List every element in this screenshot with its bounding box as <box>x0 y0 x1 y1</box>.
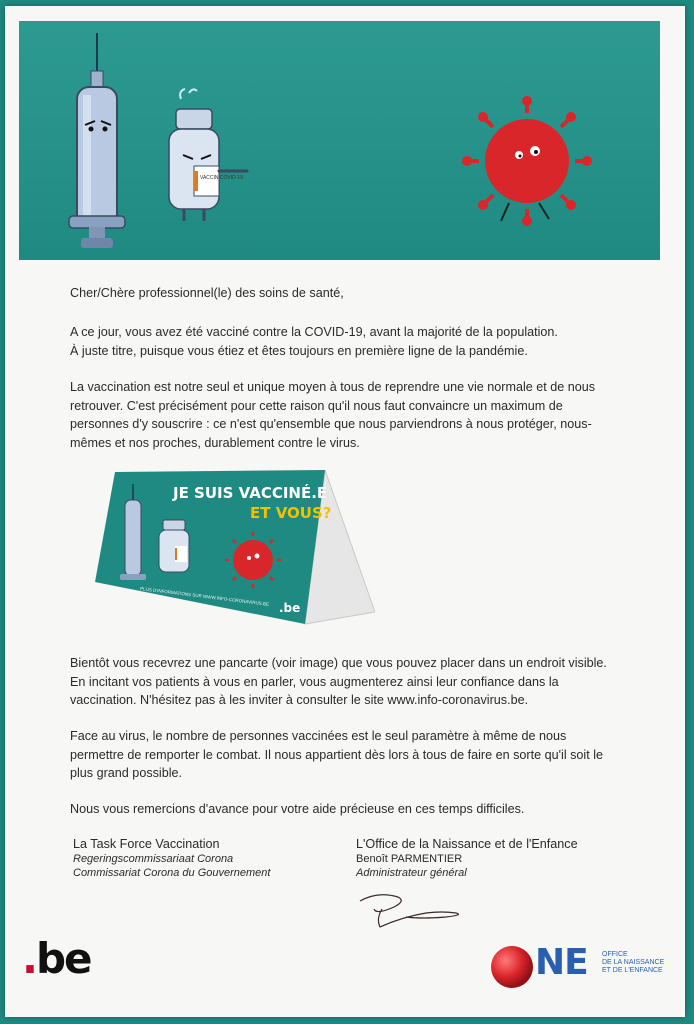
signature-right-name: Benoît PARMENTIER <box>356 853 463 865</box>
signature-right <box>356 836 578 880</box>
paragraph-2-text: La vaccination est notre seul et unique moyen à tous de reprendre une vie normale et de nous retrouver. C'est précisément pour cette raison qu'il nous faut convaincre un maximum de personnes d'y souscrire : ce n'est qu'ensemble que nous parviendrons à nous protéger, nous-mêmes et nos proches, durablement contre le virus. <box>70 380 596 450</box>
tent-footer-url: PLUS D'INFORMATIONS SUR WWW.INFO-CORONAVIRUS.BE <box>139 586 270 607</box>
vial-icon <box>169 89 247 221</box>
paragraph-1-line-1: A ce jour, vous avez été vacciné contre la COVID-19, avant la majorité de la population. <box>70 325 558 339</box>
one-logo-ball-icon <box>489 944 535 990</box>
tent-headline-1: JE SUIS VACCINÉ.E <box>173 484 328 502</box>
paragraph-1-line-2: À juste titre, puisque vous étiez et êtes toujours en première ligne de la pandémie. <box>70 343 528 358</box>
signature-right-org: L'Office de la Naissance et de l'Enfance <box>356 837 578 851</box>
be-logo <box>22 934 91 983</box>
signature-left <box>73 836 270 880</box>
paragraph-3-text: Bientôt vous recevrez une pancarte (voir image) que vous pouvez placer dans un endroit visible. En incitant vos patients à vous en parler, vous augmenterez ainsi leur confiance dans la vaccination. N'hésitez pas à les inviter à consulter le site www.info-coronavirus.be. <box>70 656 607 707</box>
paragraph-4-text: Face au virus, le nombre de personnes vaccinées est le seul paramètre à même de nous permettre de remporter le combat. Il nous appartient dès lors à tous de faire en sorte qu'il soit le plus grand possible. <box>70 729 604 780</box>
virus-icon <box>462 96 592 226</box>
handwritten-signature <box>354 885 484 935</box>
paragraph-4 <box>70 727 610 783</box>
salutation <box>70 284 610 303</box>
paragraph-5 <box>70 800 610 819</box>
one-logo-subtitle-1: OFFICE <box>602 951 628 958</box>
syringe-icon <box>69 33 125 248</box>
signature-left-org: La Task Force Vaccination <box>73 837 220 851</box>
signature-left-line-1: Regeringscommissariaat Corona <box>73 853 234 865</box>
one-logo-subtitle-2: DE LA NAISSANCE <box>602 959 665 966</box>
paragraph-2 <box>70 378 610 452</box>
paragraph-1 <box>70 323 610 360</box>
one-logo-subtitle <box>602 951 682 975</box>
be-logo-text: be <box>35 934 91 983</box>
header-illustration <box>19 21 660 260</box>
paragraph-3 <box>70 654 610 710</box>
tent-brand: .be <box>279 601 301 615</box>
signature-right-role: Administrateur général <box>356 867 467 879</box>
paragraph-5-text: Nous vous remercions d'avance pour votre aide précieuse en ces temps difficiles. <box>70 802 525 816</box>
tent-headline-2: ET VOUS? <box>250 504 332 522</box>
signature-left-line-2: Commissariat Corona du Gouvernement <box>73 867 271 879</box>
one-logo-subtitle-3: ET DE L'ENFANCE <box>602 967 663 974</box>
salutation-text: Cher/Chère professionnel(le) des soins de santé, <box>70 286 344 300</box>
vial-label: VACCIN COVID-19 <box>200 175 243 181</box>
one-logo-text: NE <box>535 942 588 983</box>
be-logo-dot: . <box>22 934 36 983</box>
tent-card-illustration <box>95 462 375 635</box>
